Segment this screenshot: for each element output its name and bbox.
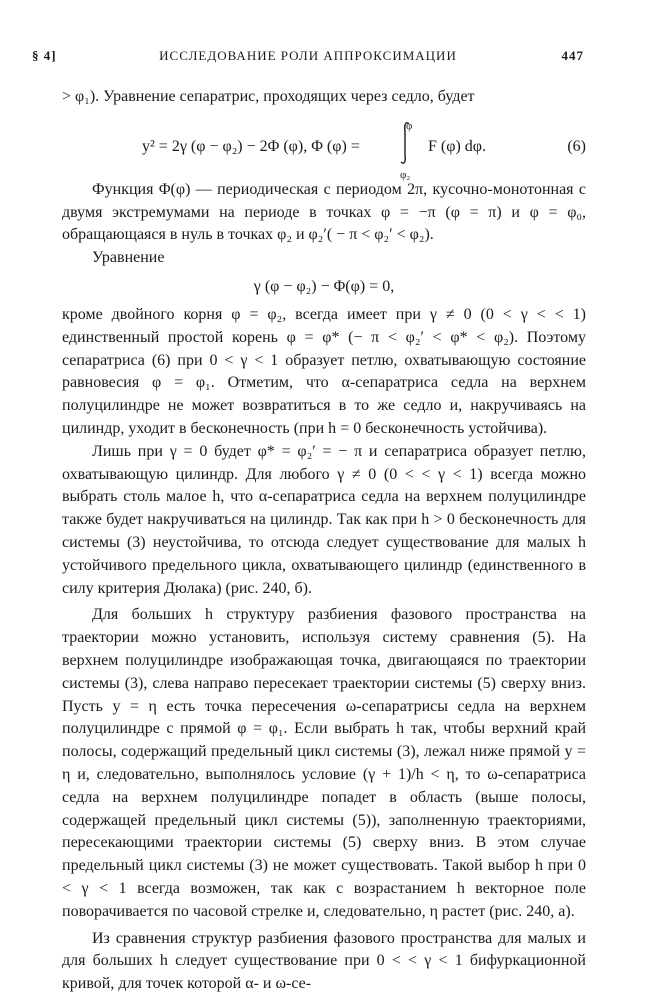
paragraph-function-phi: Функция Φ(φ) — периодическая с периодом 2π, кусочно-монотонная с двумя экстремумами на периоде в точках φ = −π (φ = π) и φ = φ₀, обращающаяся в нуль в точках φ₂ и φ₂′( − π < φ₂′ < φ₂).	[62, 180, 586, 244]
page-number: 447	[561, 48, 584, 63]
equation-roots: γ (φ − φ₂) − Φ(φ) = 0,	[253, 277, 395, 295]
paragraph-comparison: Из сравнения структур разбиения фазового пространства для малых и для больших h следует существование при 0 < < γ < 1 бифуркационной кривой, для точек которой α- и ω-се-	[62, 929, 586, 993]
integral-upper-limit: φ	[406, 119, 413, 132]
section-marker: § 4]	[32, 48, 57, 63]
page-body	[62, 86, 586, 996]
paragraph-gamma-zero: Лишь при γ = 0 будет φ* = φ₂′ = − π и сепаратриса образует петлю, охватывающую цилиндр. Для любого γ ≠ 0 (0 < < γ < 1) всегда можно выбрать столь малое h, что α-сепаратриса седла на верхнем полуцилиндре также будет накручиваться на цилиндр. Так как при h > 0 бесконечность для системы (3) неустойчива, то отсюда следует существование для малых h устойчивого предельного цикла, охватывающего цилиндр (единственного в силу критерия Дюлака) (рис. 240, б).	[62, 442, 586, 597]
paragraph-intro: > φ₁). Уравнение сепаратрис, проходящих через седло, будет	[62, 88, 475, 105]
running-title: ИССЛЕДОВАНИЕ РОЛИ АППРОКСИМАЦИИ	[159, 48, 457, 63]
integral-lower-limit: φ₂	[400, 168, 411, 181]
running-header	[32, 48, 584, 68]
paragraph-equation-label: Уравнение	[92, 249, 165, 267]
equation-integrand: F (φ) dφ.	[428, 137, 487, 155]
paragraph-roots: кроме двойного корня φ = φ₂, всегда имеет при γ ≠ 0 (0 < γ < < 1) единственный простой корень φ = φ* (− π < φ₂′ < φ* < φ₂). Поэтому сепаратриса (6) при 0 < γ < 1 образует петлю, охватывающую состояние равновесия φ = φ₁. Отметим, что α-сепаратриса седла на верхнем полуцилиндре не может возвратиться в то же седло и, накручиваясь на цилиндр, уходит в бесконечность (при h = 0 бесконечность устойчива).	[62, 305, 586, 437]
equation-main: y² = 2γ (φ − φ₂) − 2Φ (φ), Φ (φ) =	[142, 137, 360, 155]
paragraph-large-h: Для больших h структуру разбиения фазового пространства на траектории можно установить, используя систему сравнения (5). На верхнем полуцилиндре изображающая точка, двигающаяся по траектории системы (3), слева направо пересекает траектории системы (5) сверху вниз. Пусть y = η есть точка пересечения ω-сепаратрисы седла на верхнем полуцилиндре с прямой φ = φ₁. Если выбрать h так, чтобы верхний край полосы, содержащий предельный цикл системы (3), лежал ниже прямой y = η и, следовательно, выполнялось условие (γ + 1)/h < η, то ω-сепаратриса седла на верхнем полуцилиндре попадет в область (выше полосы, содержащей предельный цикл системы (5)), заполненную траекториями, пересекающими траектории системы (5) сверху вниз. В этом случае предельный цикл системы (3) не может существовать. Такой выбор h при 0 < γ < 1 всегда возможен, так как с возрастанием h векторное поле поворачивается по часовой стрелке и, следовательно, η растет (рис. 240, а).	[62, 606, 586, 920]
equation-separatrix	[62, 109, 586, 179]
integral-sign	[394, 119, 424, 181]
equation-number: (6)	[567, 137, 586, 155]
integral-symbol-icon	[398, 121, 412, 165]
